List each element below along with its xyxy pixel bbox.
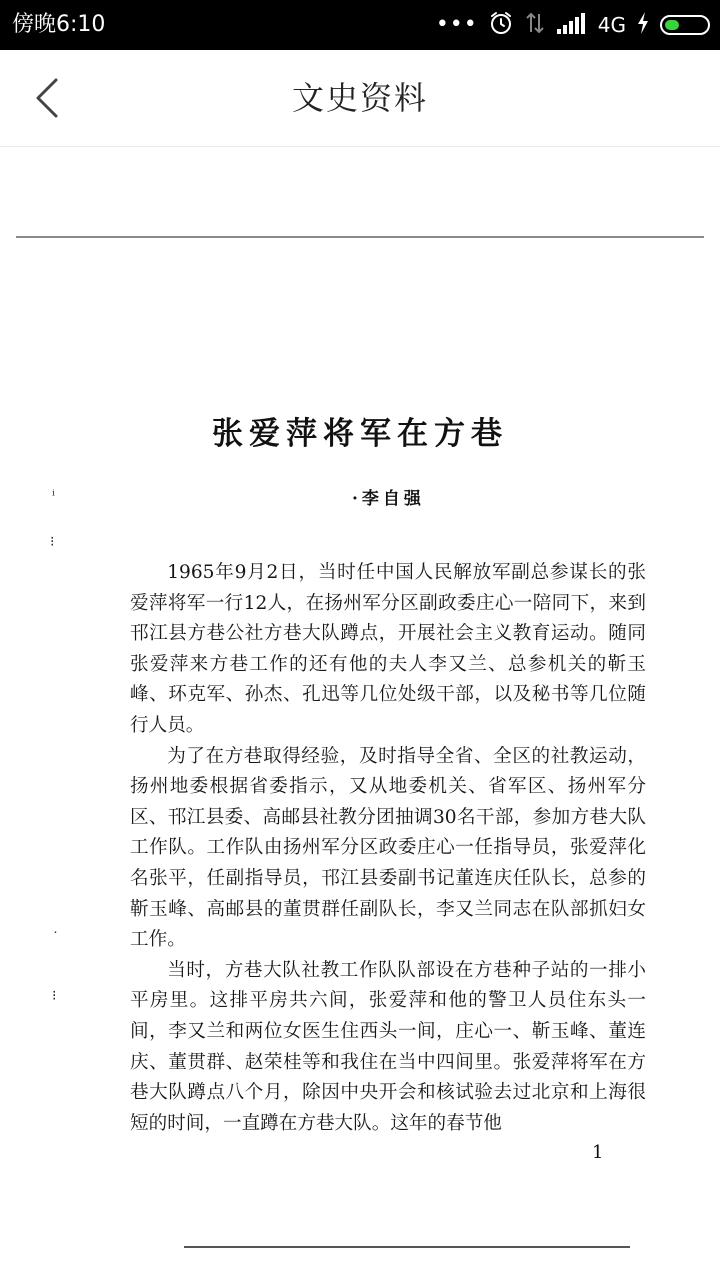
scan-speck: ⁱ (52, 488, 55, 504)
document-author: ·李自强 (352, 489, 425, 509)
scan-speck: ⁝ (50, 534, 55, 550)
paragraph-3: 当时，方巷大队社教工作队队部设在方巷种子站的一排小平房里。这排平房共六间，张爱萍和他的警卫人员住东头一间，李又兰和两位女医生住西头一间，庄心一、靳玉峰、董连庆、董贯群、赵荣桂等和我住在当中四间里。张爱萍将军在方巷大队蹲点八个月，除因中央开会和核试验去过北京和上海很短的时间，一直蹲在方巷大队。这年的春节他 (130, 959, 646, 1134)
document-title: 张爱萍将军在方巷 (212, 416, 508, 452)
data-transfer-icon (524, 10, 546, 40)
battery-fill (665, 20, 679, 30)
app-header (0, 50, 720, 147)
battery-icon (660, 15, 710, 35)
charging-icon (636, 11, 650, 39)
scan-speck: ⁝ (52, 988, 57, 1004)
paragraph-2: 为了在方巷取得经验，及时指导全省、全区的社教运动，扬州地委根据省委指示，又从地委机关、省军区、扬州军分区、邗江县委、高邮县社教分团抽调30名干部，参加方巷大队工作队。工作队由扬州军分区政委庄心一任指导员，张爱萍化名张平，任副指导员，邗江县委副书记董连庆任队长，总参的靳玉峰、高邮县的董贯群任副队长，李又兰同志在队部抓妇女工作。 (130, 745, 646, 951)
paragraph-1: 1965年9月2日，当时任中国人民解放军副总参谋长的张爱萍将军一行12人，在扬州军分区副政委庄心一陪同下，来到邗江县方巷公社方巷大队蹲点，开展社会主义教育运动。随同张爱萍来方巷工作的还有他的夫人李又兰、总参机关的靳玉峰、环克军、孙杰、孔迅等几位处级干部，以及秘书等几位随行人员。 (130, 562, 646, 736)
status-bar (0, 0, 720, 50)
document-body (130, 558, 646, 1139)
document-page[interactable] (0, 240, 720, 1280)
signal-icon (556, 11, 588, 39)
alarm-icon (488, 10, 514, 40)
status-icons (436, 8, 710, 42)
document-top-divider (16, 236, 704, 238)
status-time: 傍晚6:10 (12, 12, 106, 37)
scan-speck: ˙ (52, 930, 59, 946)
page-number: 1 (592, 1142, 604, 1163)
page-bottom-rule (184, 1246, 630, 1248)
page-title: 文史资料 (291, 79, 428, 117)
more-notifications-icon: ••• (435, 12, 478, 37)
network-type: 4G (597, 13, 626, 37)
